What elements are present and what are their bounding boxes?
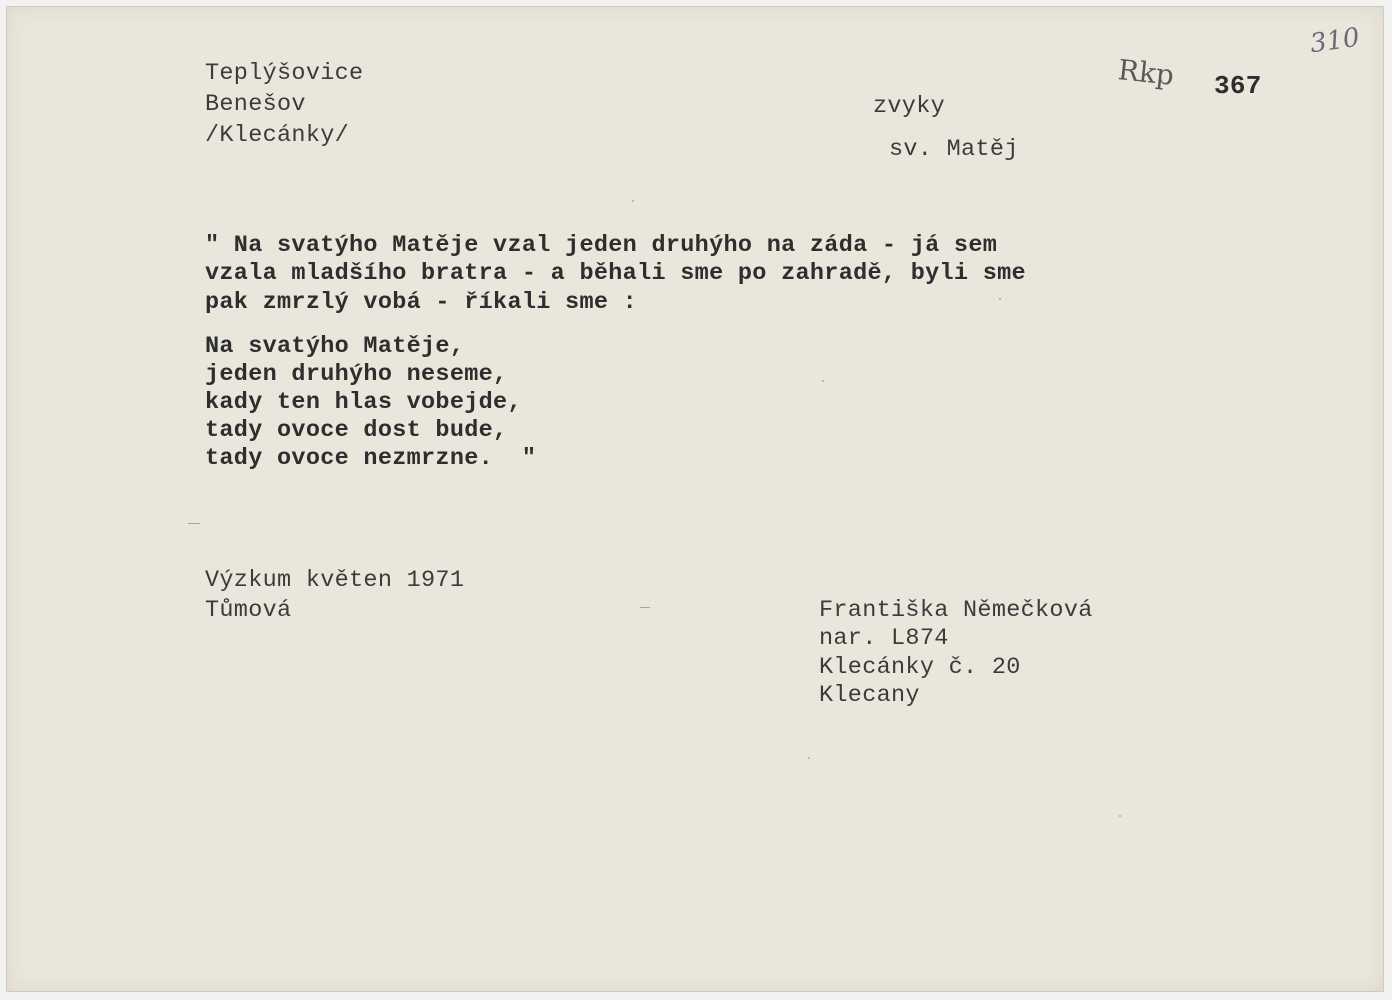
paper-speck [632,200,634,202]
verse-line: tady ovoce dost bude, [205,417,508,444]
paper-mark [640,607,650,608]
page-number: 310 [1308,22,1362,60]
paper-speck [822,380,824,382]
verse-line: tady ovoce nezmrzne. " [205,445,537,472]
catalog-prefix: Rkp [1116,53,1176,92]
informant-address: Klecánky č. 20 [819,654,1021,681]
paper-speck [1119,815,1121,817]
informant-name: Františka Němečková [819,597,1093,624]
topic-subject: sv. Matěj [889,136,1019,163]
narrative-line: " Na svatýho Matěje vzal jeden druhýho na záda - já sem [205,232,998,259]
location-locality: /Klecánky/ [205,122,350,149]
archive-index-card [6,6,1384,992]
paper-mark [188,523,200,524]
informant-born: nar. L874 [819,625,949,652]
verse-line: Na svatýho Matěje, [205,333,465,360]
topic-category: zvyky [873,93,946,120]
location-village: Teplýšovice [205,60,364,87]
location-district: Benešov [205,91,306,118]
verse-line: jeden druhýho neseme, [205,361,508,388]
paper-speck [808,757,810,759]
informant-town: Klecany [819,682,920,709]
paper-speck [999,298,1001,300]
catalog-number: 367 [1214,71,1262,101]
research-date: Výzkum květen 1971 [205,567,465,594]
narrative-line: vzala mladšího bratra - a běhali sme po zahradě, byli sme [205,260,1026,287]
researcher-name: Tůmová [205,597,292,624]
narrative-line: pak zmrzlý vobá - říkali sme : [205,289,638,316]
verse-line: kady ten hlas vobejde, [205,389,522,416]
